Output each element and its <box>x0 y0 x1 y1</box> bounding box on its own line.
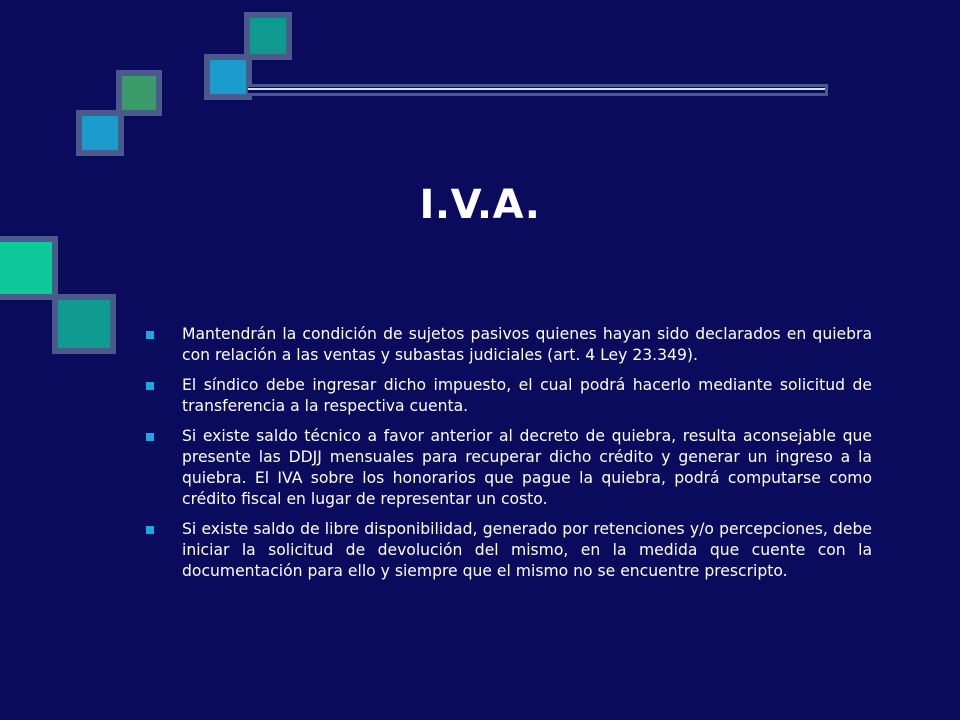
square-bullet-icon <box>146 526 154 534</box>
bullet-text: Mantendrán la condición de sujetos pasivos quienes hayan sido declarados en quiebra con relación a las ventas y subastas judiciales (art. 4 Ley 23.349). <box>182 325 872 364</box>
bullet-list <box>146 324 872 591</box>
decorative-rule-highlight <box>248 88 825 90</box>
square-bullet-icon <box>146 331 154 339</box>
decorative-square-blue <box>76 110 124 156</box>
decorative-square-teal <box>244 12 292 60</box>
bullet-text: Si existe saldo de libre disponibilidad, generado por retenciones y/o percepciones, debe iniciar la solicitud de devolución del mismo, en la medida que cuente con la documentación para ello y siempre que el mismo no se encuentre prescripto. <box>182 520 872 580</box>
bullet-item <box>146 375 872 417</box>
decorative-rule <box>248 84 828 96</box>
decorative-square-teal <box>52 294 116 354</box>
bullet-text: El síndico debe ingresar dicho impuesto, el cual podrá hacerlo mediante solicitud de transferencia a la respectiva cuenta. <box>182 376 872 415</box>
bullet-text: Si existe saldo técnico a favor anterior al decreto de quiebra, resulta aconsejable que presente las DDJJ mensuales para recuperar dicho crédito y generar un ingreso a la quiebra. El IVA sobre los honorarios que pague la quiebra, podrá computarse como crédito fiscal en lugar de representar un costo. <box>182 427 872 508</box>
square-bullet-icon <box>146 433 154 441</box>
square-bullet-icon <box>146 382 154 390</box>
bullet-item <box>146 426 872 510</box>
slide-title: I.V.A. <box>419 182 541 228</box>
bullet-item <box>146 519 872 582</box>
decorative-square-mint <box>0 236 58 300</box>
bullet-item <box>146 324 872 366</box>
decorative-square-blue <box>204 54 252 100</box>
